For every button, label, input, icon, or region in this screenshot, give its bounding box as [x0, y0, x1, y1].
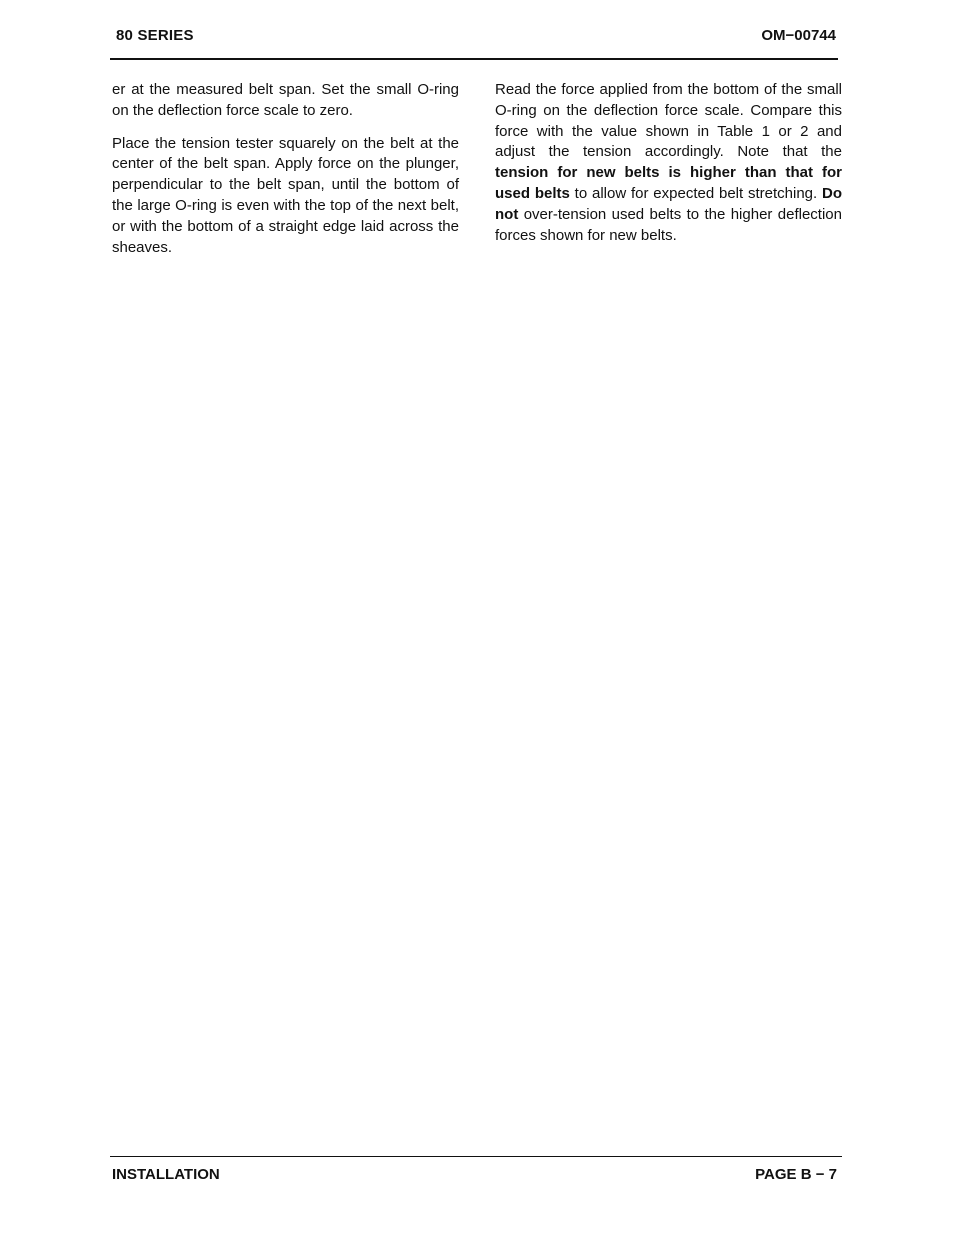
right-p1-text-a: Read the force applied from the bottom of the small O-ring on the deflection force scale. Compare this force with the value shown in Table 1 or 2 and adjust the tension accordingly. Note that the: [495, 81, 842, 161]
header-doc-number: OM−00744: [761, 27, 836, 44]
left-column: [112, 80, 459, 270]
left-paragraph-1: er at the measured belt span. Set the small O-ring on the deflection force scale to zero.: [112, 81, 459, 119]
header-series: 80 SERIES: [116, 27, 194, 44]
header-rule: [110, 58, 838, 60]
right-p1-text-b: to allow for expected belt stretching.: [569, 184, 823, 202]
footer-page-number: PAGE B − 7: [755, 1166, 837, 1183]
right-p1-text-c: over-tension used belts to the higher deflection forces shown for new belts.: [495, 205, 842, 244]
right-paragraph-1: [495, 80, 842, 246]
footer-section: INSTALLATION: [112, 1166, 220, 1183]
left-paragraph-2: Place the tension tester squarely on the belt at the center of the belt span. Apply force on the plunger, perpendicular to the belt span, until the bottom of the large O-ring is even with the top of the next belt, or with the bottom of a straight edge laid across the sheaves.: [112, 134, 459, 256]
footer-rule: [110, 1156, 842, 1157]
right-p1-bold-do-not: Do not: [495, 184, 843, 223]
right-p1-bold-tension: tension for new belts is higher than that for used belts: [495, 164, 842, 202]
right-column: [495, 80, 842, 258]
